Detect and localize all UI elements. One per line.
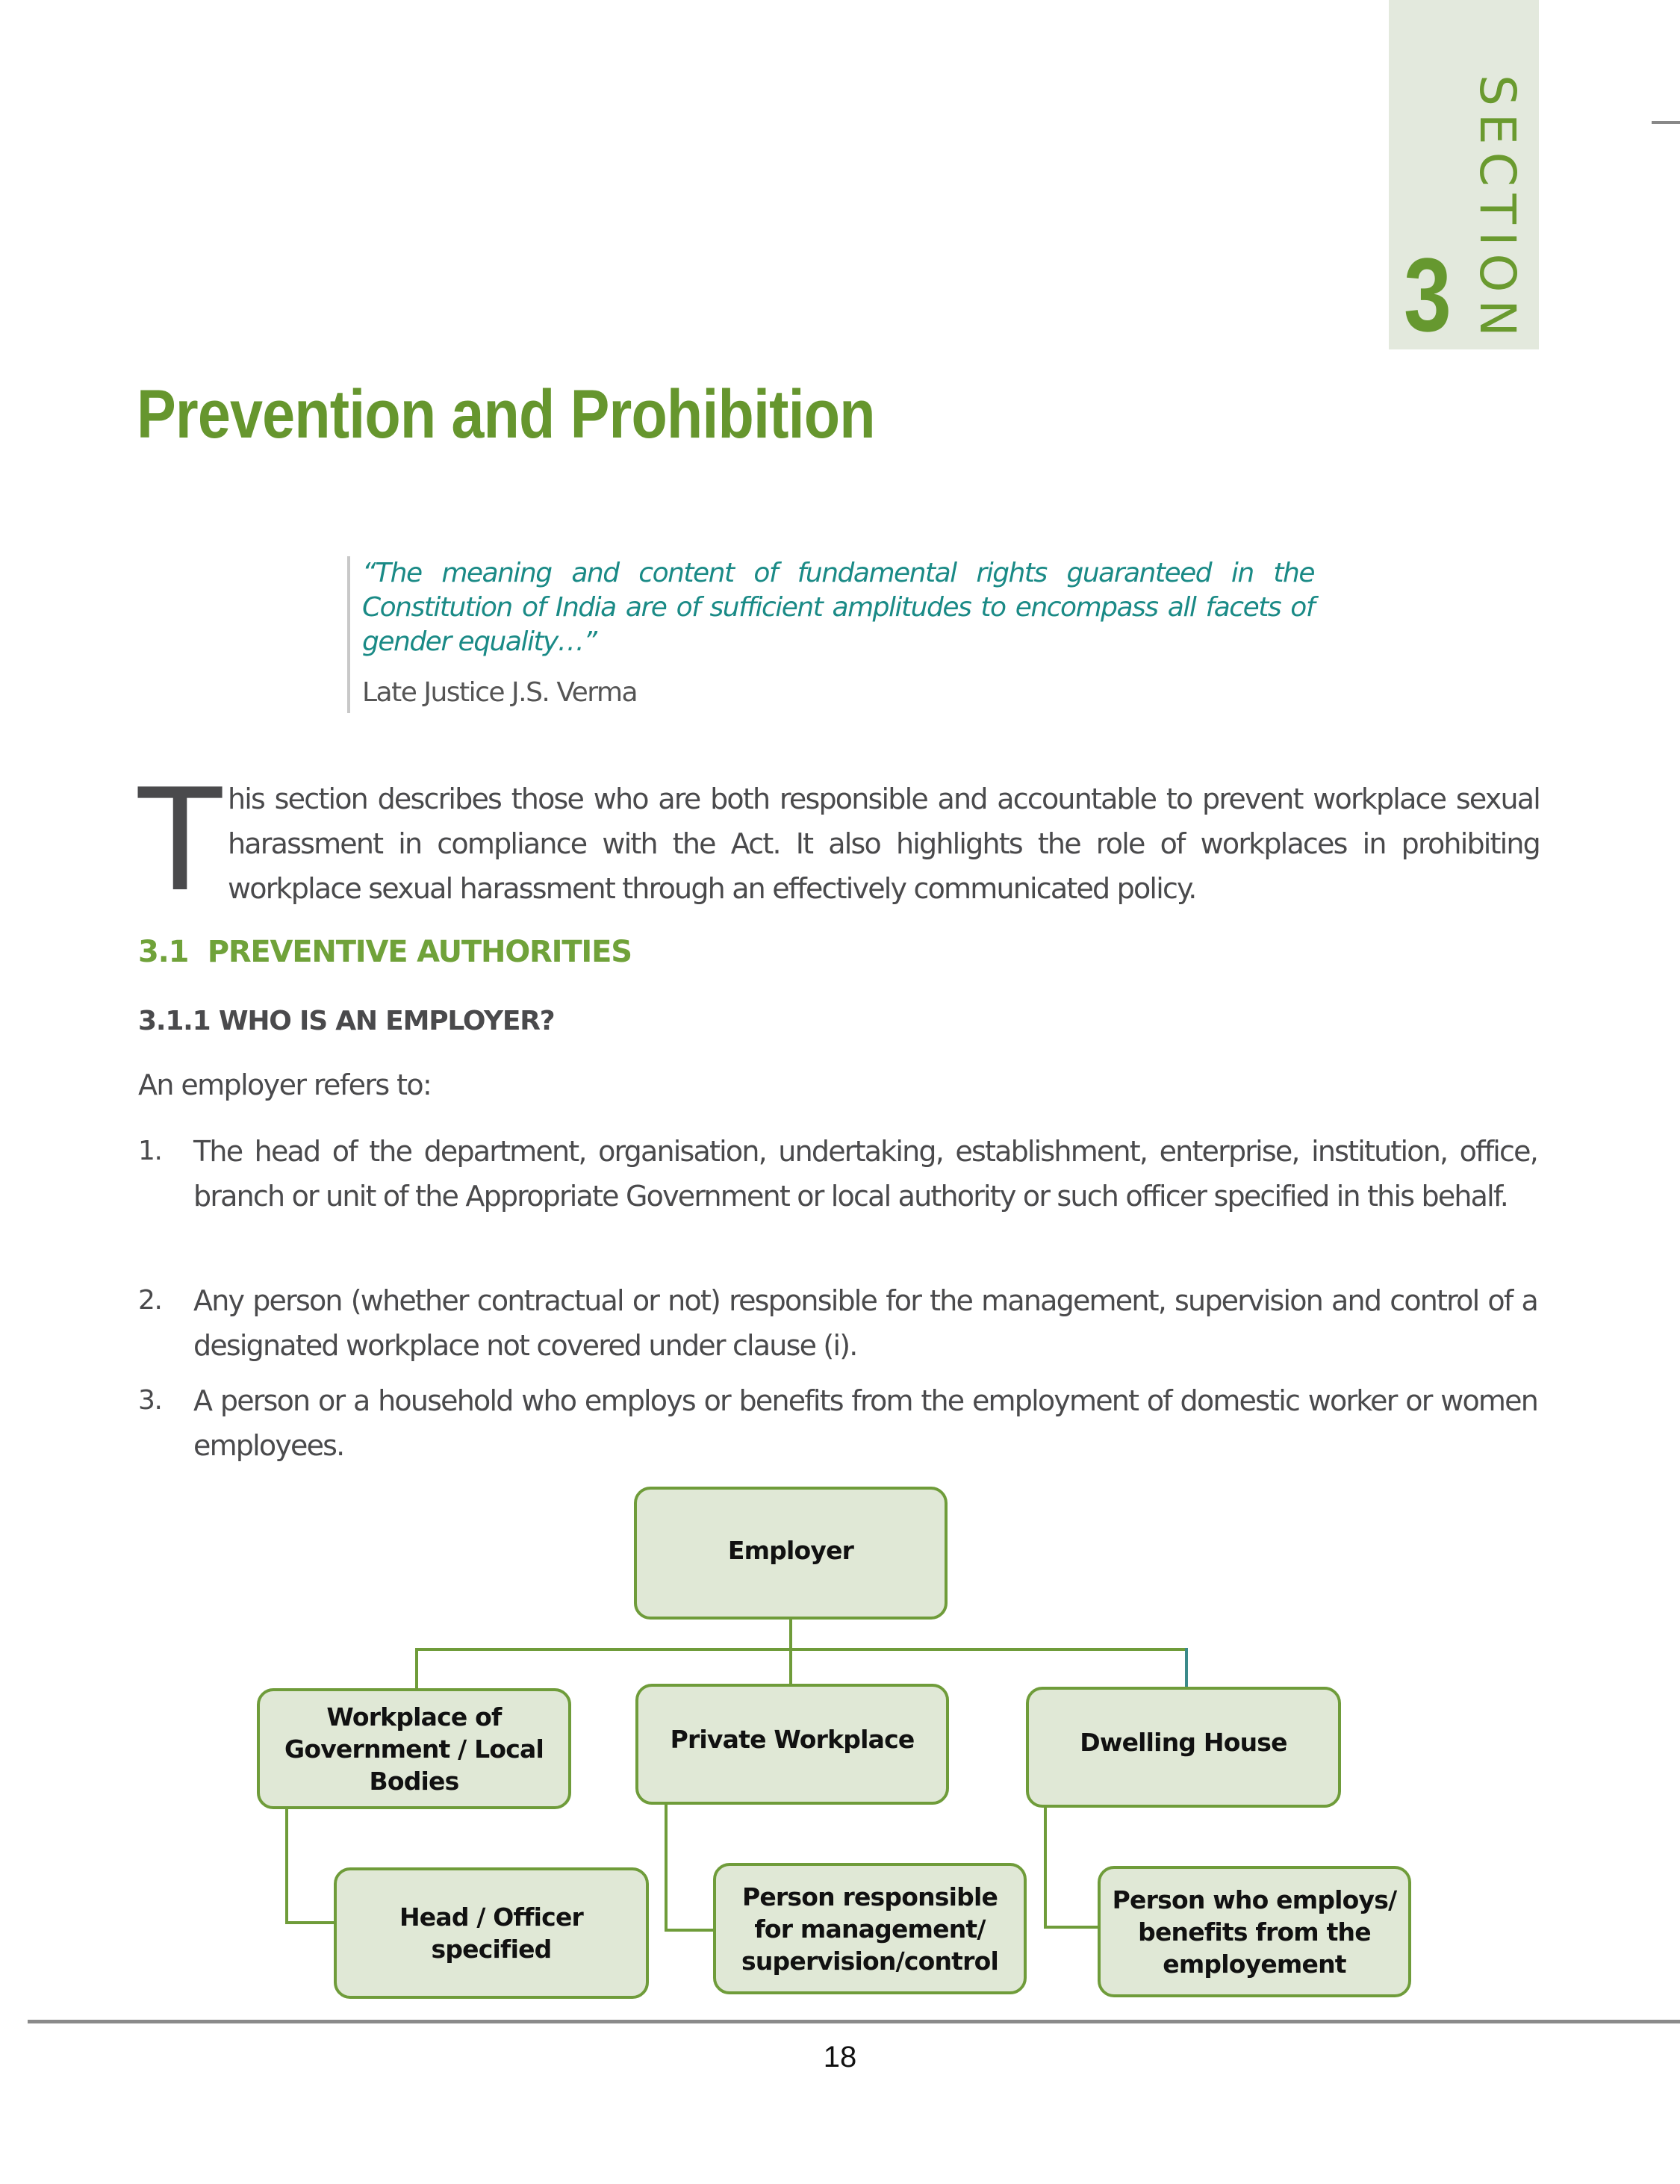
connector-line <box>415 1648 1188 1651</box>
connector-line <box>1044 1926 1101 1929</box>
diagram-node-government-workplace <box>257 1688 571 1809</box>
diagram-node-head-officer <box>334 1867 649 1999</box>
footer-rule <box>28 2020 1680 2023</box>
connector-line <box>1185 1648 1188 1690</box>
node-label: Dwelling House <box>1080 1727 1287 1757</box>
drop-cap: T <box>134 755 226 921</box>
list-item: Any person (whether contractual or not) responsible for the management, supervision and control of a designated workplace not covered under clause (i). <box>193 1284 1537 1362</box>
connector-line <box>415 1648 418 1691</box>
list-number: 2. <box>138 1285 162 1316</box>
connector-line <box>789 1618 792 1687</box>
list-number: 3. <box>138 1385 162 1416</box>
list-item: The head of the department, organisation, undertaking, establishment, enterprise, institution, office, branch or unit of the Appropriate Government or local authority or such officer specified in this behalf. <box>193 1135 1537 1213</box>
diagram-node-dwelling-house <box>1026 1687 1341 1808</box>
diagram-node-private-workplace <box>635 1684 949 1805</box>
connector-line <box>285 1921 337 1924</box>
section-number: 3 <box>1404 236 1452 353</box>
diagram-node-person-employs <box>1098 1866 1411 1997</box>
intro-paragraph: his section describes those who are both responsible and accountable to prevent workplace sexual harassment in compliance with the Act. It also highlights the role of workplaces in prohibiting workplace sexual harassment through an effectively communicated policy. <box>228 783 1540 905</box>
subsection-heading: 3.1.1 WHO IS AN EMPLOYER? <box>138 1006 555 1036</box>
node-label: Private Workplace <box>670 1724 915 1754</box>
page-title: Prevention and Prohibition <box>137 376 875 452</box>
connector-line <box>665 1929 716 1932</box>
connector-line <box>665 1803 668 1932</box>
list-number: 1. <box>138 1136 162 1166</box>
connector-line <box>285 1808 288 1924</box>
section-heading: 3.1 PREVENTIVE AUTHORITIES <box>138 935 632 969</box>
crop-mark <box>1652 121 1680 124</box>
quote-text: “The meaning and content of fundamental rights guaranteed in the Constitution of India are of sufficient amplitudes to encompass all facets of gender equality…” <box>362 558 1314 657</box>
node-label: Workplace of Government / Local Bodies <box>284 1702 544 1796</box>
node-label: Person responsible for management/ supervision/control <box>741 1882 998 1976</box>
lead-text: An employer refers to: <box>138 1068 432 1101</box>
diagram-node-person-responsible <box>713 1863 1027 1994</box>
node-label: Head / Officer specified <box>399 1903 584 1964</box>
connector-line <box>1044 1806 1047 1929</box>
page-number: 18 <box>823 2041 857 2073</box>
node-label: Person who employs/ benefits from the employement <box>1112 1885 1397 1979</box>
quote-rule <box>347 556 350 713</box>
section-label: SECTION <box>1469 75 1526 344</box>
list-item: A person or a household who employs or benefits from the employment of domestic worker or women employees. <box>193 1384 1537 1462</box>
node-label: Employer <box>727 1535 854 1565</box>
quote-author: Late Justice J.S. Verma <box>362 677 638 708</box>
diagram-node-employer <box>634 1487 948 1620</box>
